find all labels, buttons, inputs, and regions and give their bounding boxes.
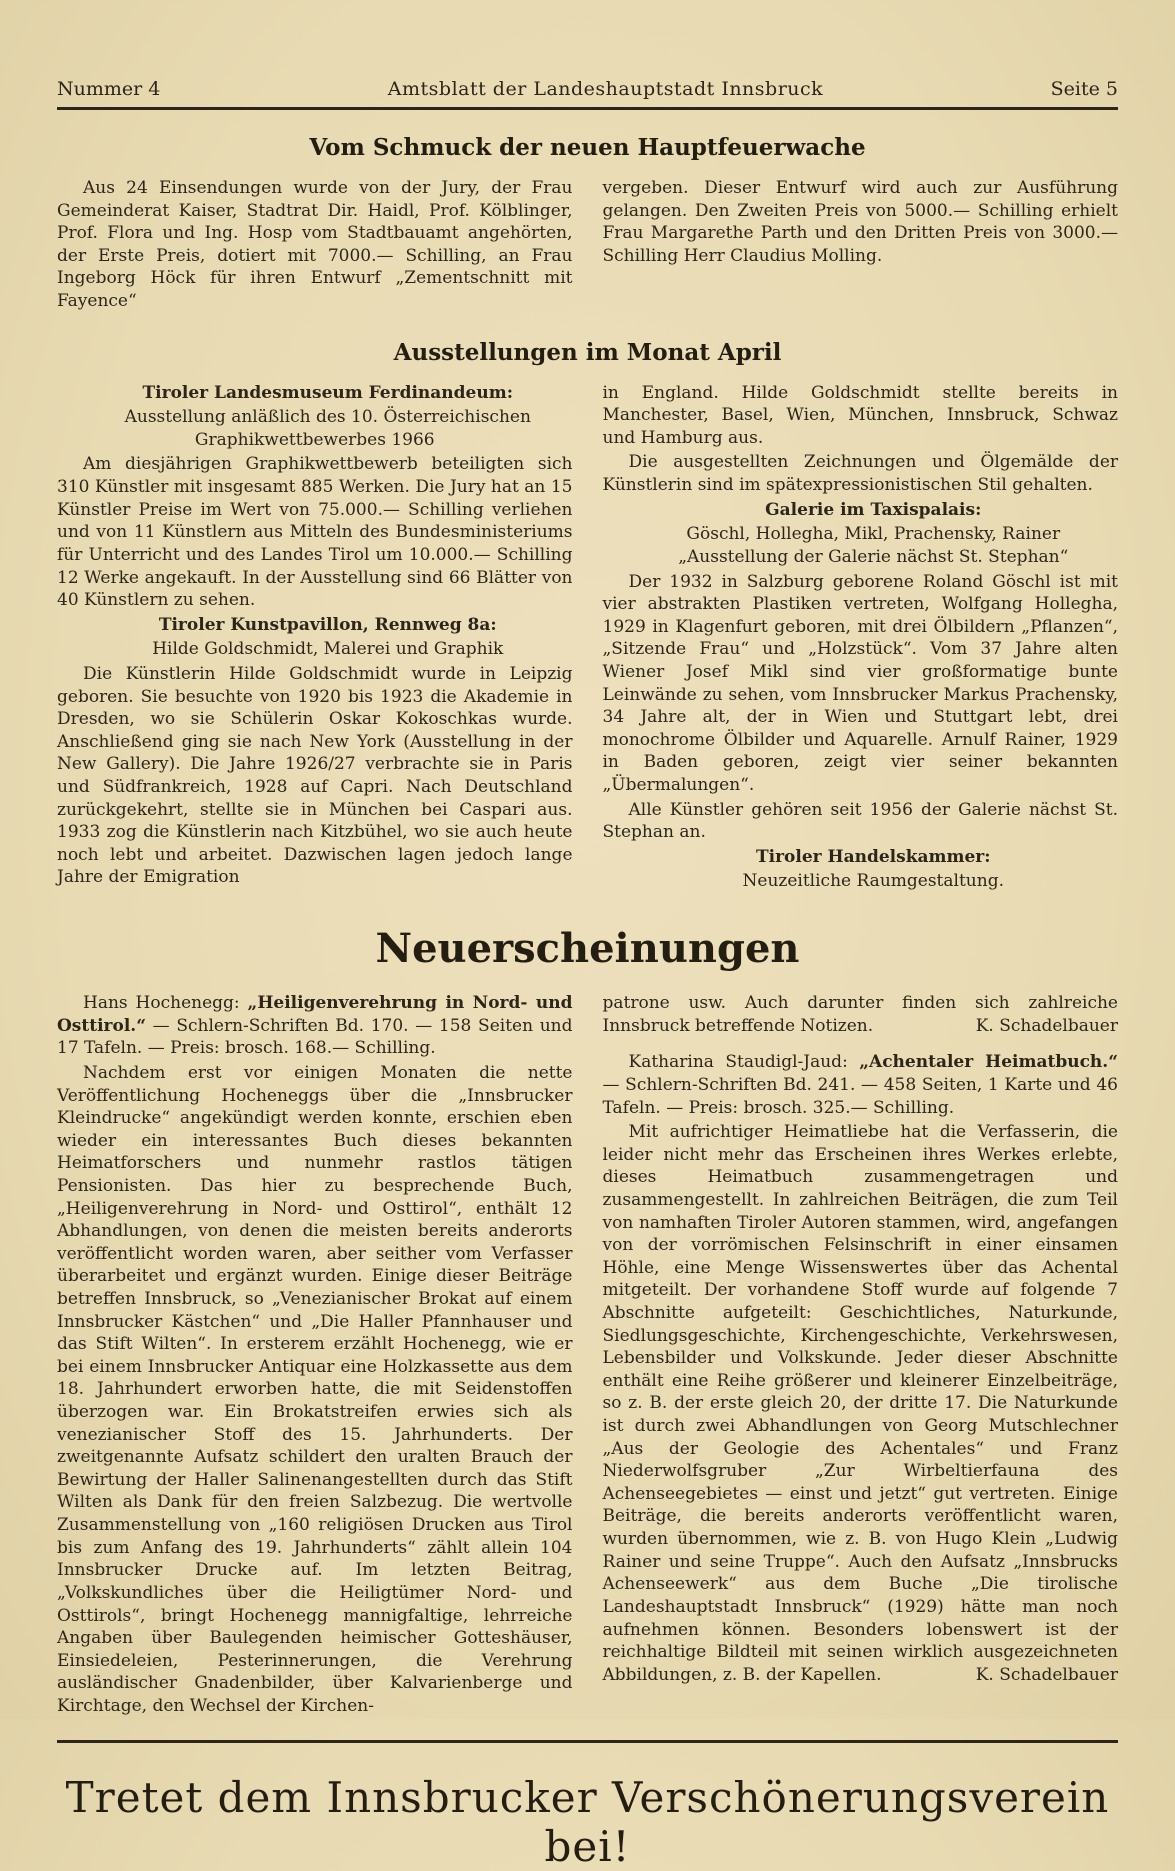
column-left [57,992,573,1720]
venue-subheading: Ausstellung anläßlich des 10. Österreichischen Graphikwettbewerbes 1966 [124,407,531,450]
page-number: Seite 5 [1050,78,1118,100]
book-entry [57,992,573,1060]
venue-subheading: Neuzeitliche Raumgestaltung. [742,871,1004,892]
venue-heading: Tiroler Landesmuseum Ferdinandeum: [142,382,513,403]
article-paragraph [603,1121,1119,1686]
article-paragraph: in England. Hilde Goldschmidt stellte bereits in Manchester, Basel, Wien, München, Innsbruck, Schwaz und Hamburg aus. [602,382,1118,448]
divider-rule [57,1740,1118,1743]
paragraph-text: patrone usw. Auch darunter finden sich zahlreiche Innsbruck betreffende Notizen. [602,993,1118,1036]
venue-subheading: Hilde Goldschmidt, Malerei und Graphik [152,639,504,660]
article-paragraph: Am diesjährigen Graphikwettbewerb beteiligten sich 310 Künstler mit insgesamt 885 Werken. Die Jury hat an 15 Künstler Preise im Wert von 75.000.— Schilling verliehen und von 11 Künstlern aus Mitteln des Bundesministeriums für Unterricht und des Landes Tirol um 10.000.— Schilling 12 Werke angekauft. In der Ausstellung sind 66 Blätter von 40 Künstlern zu sehen. [57,454,573,611]
article-feuerwache [57,134,1118,315]
article-paragraph: Alle Künstler gehören seit 1956 der Galerie nächst St. Stephan an. [602,799,1118,843]
masthead [57,78,1118,110]
venue-subheading: Göschl, Hollegha, Mikl, Prachensky, Rainer [686,524,1061,545]
signature: K. Schadelbauer [975,1664,1118,1685]
venue-heading: Tiroler Kunstpavillon, Rennweg 8a: [158,614,497,635]
book-details: — Schlern-Schriften Bd. 241. — 458 Seiten, 1 Karte und 46 Tafeln. — Preis: brosch. 325.— Schilling. [602,1074,1118,1118]
article-paragraph: Aus 24 Einsendungen wurde von der Jury, der Frau Gemeinderat Kaiser, Stadtrat Dir. Haidl, Prof. Kölblinger, Prof. Flora und Ing. Hosp vom Stadtbauamt angehörten, der Erste Preis, dotiert mit 7000.— Schilling, an Frau Ingeborg Höck für ihren Entwurf „Zementschnitt mit Fayence“ [57,178,573,312]
article-paragraph: vergeben. Dieser Entwurf wird auch zur Ausführung gelangen. Den Zweiten Preis von 5000.— Schilling erhielt Frau Margarethe Parth und den Dritten Preis von 3000.— Schilling Herr Claudius Molling. [602,178,1118,266]
venue-heading: Galerie im Taxispalais: [765,499,982,520]
signature: K. Schadelbauer [975,1015,1118,1036]
venue-heading: Tiroler Handelskammer: [755,846,991,867]
article-ausstellungen [57,339,1118,895]
column-right [603,177,1119,315]
paragraph-text: Mit aufrichtiger Heimatliebe hat die Verfasserin, die leider nicht mehr das Erscheinen ihres Werkes erlebte, dieses Heimatbuch zusammengetragen und zusammengestellt. In zahlreichen Beiträgen, die zum Teil von namhaften Tiroler Autoren stammen, wird, angefangen von der vorrömischen Felsinschrift in einer einsamen Höhle, eine Menge Wissenswertes über das Achental mitgeteilt. Der vorhandene Stoff wurde auf folgende 7 Abschnitte aufgeteilt: Geschichtliches, Naturkunde, Siedlungsgeschichte, Kirchengeschichte, Verkehrswesen, Lebensbilder und Volkskunde. Jeder dieser Abschnitte enthält eine Reihe größerer und kleinerer Einzelbeiträge, so z. B. der erste gleich 20, der dritte 17. Die Naturkunde ist durch zwei Abhandlungen von Georg Mutschlechner „Aus der Geologie des Achentales“ und Franz Niederwolfsgruber „Zur Wirbeltierfauna des Achenseegebietes — einst und jetzt“ gut vertreten. Einige Beiträge, die bereits anderorts veröffentlicht waren, wurden übernommen, wie z. B. von Hugo Klein „Ludwig Rainer und seine Truppe“. Auch den Aufsatz „Innsbrucks Achenseewerk“ aus dem Buche „Die tirolische Landeshauptstadt Innsbruck“ (1929) hätte man noch aufnehmen können. Besonders lobenswert ist der reichhaltige Bildteil mit seinen wirklich ausgezeichneten Abbildungen, z. B. der Kapellen. [602,1122,1118,1685]
book-author: Hans Hochenegg: [83,993,248,1014]
journal-title: Amtsblatt der Landeshauptstadt Innsbruck [387,78,824,100]
article-paragraph: Der 1932 in Salzburg geborene Roland Göschl ist mit vier abstrakten Plastiken vertreten, Wolfgang Hollegha, 1929 in Klagenfurt geboren, mit drei Ölbildern „Pflanzen“, „Sitzende Frau“ und „Holzstück“. Vom 37 Jahre alten Wiener Josef Mikl sind vier großformatige bunte Leinwände zu sehen, vom Innsbrucker Markus Prachensky, 34 Jahre alt, der in Wien und Stuttgart lebt, drei monochrome Ölbilder und Aquarelle. Arnulf Rainer, 1929 in Baden geboren, zeigt vier seiner bekannten „Übermalungen“. [602,571,1118,796]
article-paragraph: Nachdem erst vor einigen Monaten die nette Veröffentlichung Hocheneggs über die „Innsbrucker Kleindrucke“ angekündigt werden konnte, erschien eben wieder ein interessantes Buch dieses bekannten Heimatforschers und nunmehr rastlos tätigen Pensionisten. Das hier zu besprechende Buch, „Heiligenverehrung in Nord- und Osttirol“, enthält 12 Abhandlungen, von denen die meisten bereits anderorts veröffentlicht worden waren, aber seither vom Verfasser überarbeitet und ergänzt wurden. Einige dieser Beiträge betreffen Innsbruck, so „Venezianischer Brokat auf einem Innsbrucker Kästchen“ und „Die Haller Pfannhauser und das Stift Wilten“. In ersterem erzählt Hochenegg, wie er bei einem Innsbrucker Antiquar eine Holzkassette aus dem 18. Jahrhundert erworben hatte, die mit Seidenstoffen überzogen war. Ein Brokatstreifen erwies sich als venezianischer Stoff des 15. Jahrhunderts. Der zweitgenannte Aufsatz schildert den uralten Brauch der Bewirtung der Haller Salinenangestellten durch das Stift Wilten als Dank für den freien Salzbezug. Die wertvolle Zusammenstellung von „160 religiösen Drucken aus Tirol bis zum Anfang des 19. Jahrhunderts“ zählt allein 104 Innsbrucker Drucke auf. Im letzten Beitrag, „Volkskundliches über die Heiligtümer Nord- und Osttirols“, bringt Hochenegg mannigfaltige, lehrreiche Angaben über Baulegenden heimischer Gotteshäuser, Einsiedeleien, Pesterinnerungen, die Verehrung ausländischer Gnadenbilder, über Kalvarienberge und Kirchtage, den Wechsel der Kirchen- [57,1062,573,1716]
venue-subheading: „Ausstellung der Galerie nächst St. Stephan“ [678,546,1069,567]
book-title: „Achentaler Heimatbuch.“ [859,1052,1118,1073]
column-right [603,992,1119,1720]
footer-banner: Tretet dem Innsbrucker Verschönerungsverein bei! [65,1772,1110,1871]
book-entry [603,1051,1119,1119]
article-neuerscheinungen [57,925,1118,1720]
article-paragraph: Die ausgestellten Zeichnungen und Ölgemälde der Künstlerin sind im spätexpressionistischen Stil gehalten. [602,452,1118,496]
issue-number: Nummer 4 [57,78,161,100]
column-left [57,382,573,895]
column-left [57,177,573,315]
article-title: Ausstellungen im Monat April [393,338,782,366]
article-title: Vom Schmuck der neuen Hauptfeuerwache [309,134,866,161]
article-paragraph: Die Künstlerin Hilde Goldschmidt wurde in Leipzig geboren. Sie besuchte von 1920 bis 1923 die Akademie in Dresden, wo sie Schülerin Oskar Kokoschkas wurde. Anschließend ging sie nach New York (Ausstellung in der New Gallery). Die Jahre 1926/27 verbrachte sie in Paris und Südfrankreich, 1928 auf Capri. Nach Deutschland zurückgekehrt, stellte sie in München bei Caspari aus. 1933 zog die Künstlerin nach Kitzbühel, wo sie auch heute noch lebt und arbeitet. Dazwischen lagen jedoch lange Jahre der Emigration [57,663,573,888]
book-details: — Schlern-Schriften Bd. 170. — 158 Seiten und 17 Tafeln. — Preis: brosch. 168.— Schilling. [57,1015,573,1059]
article-paragraph [603,992,1119,1037]
book-title: „Heiligenverehrung in Nord- und Osttirol.“ [57,993,573,1036]
column-right [603,382,1119,895]
section-title: Neuerscheinungen [375,925,800,973]
book-author: Katharina Staudigl-Jaud: [628,1052,860,1073]
